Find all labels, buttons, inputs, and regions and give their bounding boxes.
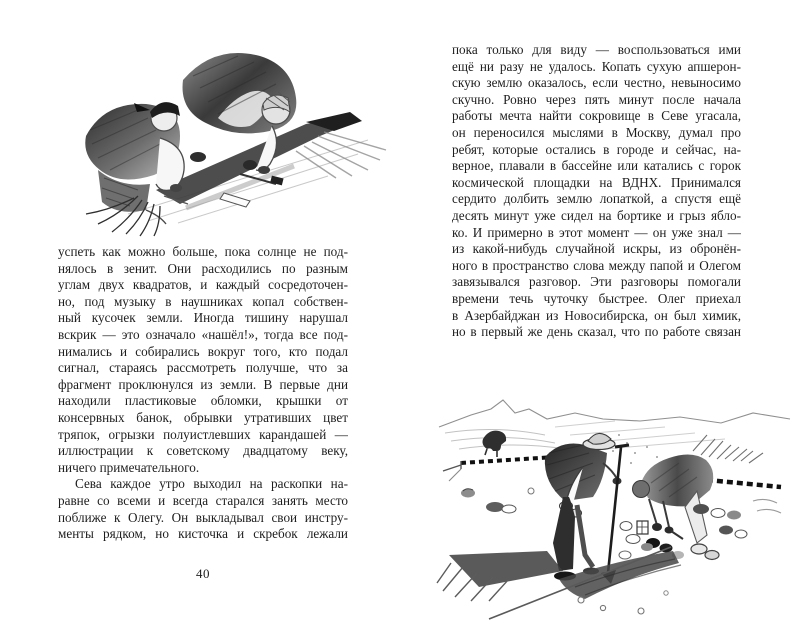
text-line: он переносился мыслями в Москву, думал про — [452, 124, 741, 140]
text-line: сердито долбить землю лопаткой, а спустя ещё — [452, 191, 741, 207]
page-number: 40 — [196, 566, 210, 581]
text-line: углам двух квадратов, и каждый сосредоточен- — [58, 277, 348, 293]
text-line: успеть как можно больше, пока солнце не под- — [58, 244, 348, 259]
text-line: работы мечта найти сокровище в Севе угасала, — [452, 108, 741, 124]
text-line: ещё ни разу не удалось. Копать сухую апшерон- — [452, 58, 741, 74]
text-line: Сева каждое утро выходил на раскопки на- — [75, 476, 348, 492]
text-line: космической площадки на ВДНХ. Принимался — [452, 174, 741, 190]
text-line: нялось в зенит. Они расходились по разным — [58, 260, 348, 276]
text-line: менты рядком, но кисточка и скребок лежали — [58, 526, 348, 542]
text-line: иллюстрации к советскому двадцатому веку, — [58, 443, 348, 459]
text-line: тряпок, огрызки полуистлевших карандашей — — [58, 426, 348, 442]
text-line: ничего примечательного. — [58, 459, 200, 475]
text-line: сигнал, стараясь рассмотреть получше, что за — [58, 360, 348, 376]
text-line: нимались и собирались вокруг того, кто подал — [58, 343, 348, 359]
text-line: вскрик — это означало «нашёл!», тогда все под- — [58, 326, 348, 342]
text-line: из какой-нибудь случайной искры, из обронён- — [452, 241, 741, 257]
text-line: скую землю оказалось, если честно, невыносимо — [452, 75, 741, 91]
text-line: но в первый же день сказал, что по работе связан — [452, 324, 741, 340]
text-line: находили пластиковые обломки, крышки от — [58, 393, 348, 409]
right-text-column — [452, 42, 741, 341]
text-line: скучно. Ровно через пять минут после начала — [452, 91, 741, 107]
text-line: верное, плавали в бассейне или катались с горок — [452, 158, 741, 174]
text-line: времени течь чуточку быстрее. Олег приехал — [452, 290, 741, 306]
text-line: ного в пространство слова между папой и Олегом — [452, 257, 741, 273]
text-line: фрагмент проклюнулся из земли. В первые дни — [58, 376, 348, 392]
text-line: ко. И примерно в этот момент — он уже знал — — [452, 224, 741, 240]
text-line: ребят, которые остались в городе и сейчас, на- — [452, 141, 741, 157]
text-line: но, под музыку в наушниках копал собствен- — [58, 293, 348, 309]
text-line: консервных банок, обрывки утративших цвет — [58, 409, 348, 425]
text-line: завязывался разговор. Эти разговоры помогали — [452, 274, 741, 290]
text-line: равне со всеми и всегда старался занять место — [58, 492, 348, 508]
text-line: десять минут уже сидел на бортике и грыз ябло- — [452, 207, 741, 223]
left-text-column — [58, 244, 348, 543]
text-line: в Азербайджан из Новосибирска, он был химик, — [452, 307, 741, 323]
text-line: пока только для виду — воспользоваться ими — [452, 42, 741, 57]
illustration-excavation-site — [435, 387, 793, 628]
text-line: поближе к Олегу. Он выкладывал свои инстру- — [58, 509, 348, 525]
illustration-children-digging — [68, 18, 390, 242]
text-line: ный кусочек земли. Иногда тишину нарушал — [58, 310, 348, 326]
